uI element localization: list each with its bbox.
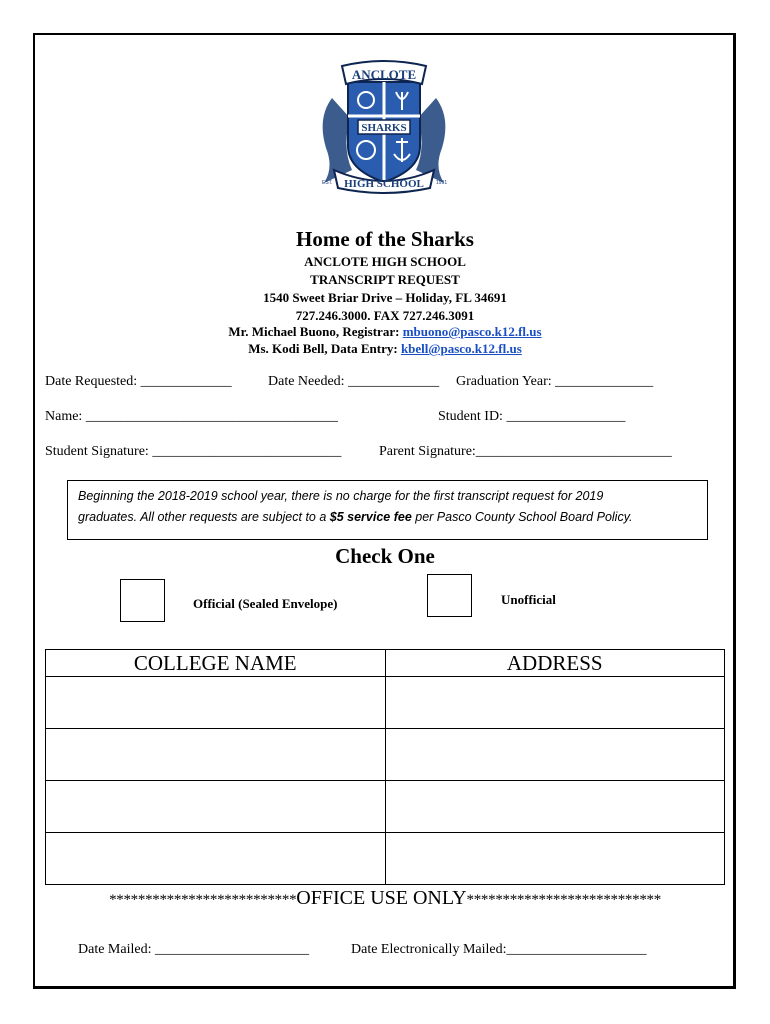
office-use-only-label: OFFICE USE ONLY bbox=[296, 887, 467, 909]
college-name-cell[interactable] bbox=[46, 833, 386, 885]
college-name-header: COLLEGE NAME bbox=[46, 650, 386, 677]
page-title: Home of the Sharks bbox=[296, 227, 474, 251]
table-row bbox=[46, 833, 725, 885]
school-crest-logo bbox=[312, 58, 456, 196]
college-address-table bbox=[45, 649, 725, 885]
svg-text:HIGH SCHOOL: HIGH SCHOOL bbox=[344, 178, 424, 190]
svg-text:EST.: EST. bbox=[322, 180, 333, 186]
registrar-line bbox=[34, 324, 736, 340]
date-requested-field[interactable]: Date Requested: _____________ bbox=[45, 374, 232, 389]
date-mailed-field[interactable]: Date Mailed: ______________________ bbox=[78, 942, 309, 957]
official-checkbox[interactable] bbox=[120, 579, 165, 622]
table-row bbox=[46, 729, 725, 781]
fee-notice-box bbox=[67, 480, 708, 540]
service-fee-text: $5 service fee bbox=[329, 510, 412, 524]
address-cell[interactable] bbox=[385, 677, 725, 729]
data-entry-line bbox=[34, 341, 736, 357]
table-row bbox=[46, 677, 725, 729]
school-phone-fax: 727.246.3000. FAX 727.246.3091 bbox=[295, 308, 475, 323]
college-name-cell[interactable] bbox=[46, 781, 386, 833]
svg-text:ANCLOTE: ANCLOTE bbox=[351, 67, 417, 82]
office-use-only-divider bbox=[34, 887, 736, 910]
date-electronically-mailed-field[interactable]: Date Electronically Mailed:____________________ bbox=[351, 942, 647, 957]
college-name-cell[interactable] bbox=[46, 729, 386, 781]
student-signature-field[interactable]: Student Signature: ___________________________ bbox=[45, 444, 342, 459]
unofficial-checkbox[interactable] bbox=[427, 574, 472, 617]
table-row bbox=[46, 781, 725, 833]
college-name-cell[interactable] bbox=[46, 677, 386, 729]
svg-text:SHARKS: SHARKS bbox=[361, 122, 407, 134]
parent-signature-field[interactable]: Parent Signature:____________________________ bbox=[379, 444, 672, 459]
svg-text:1991: 1991 bbox=[436, 180, 448, 186]
stars-left: ************************** bbox=[109, 892, 297, 908]
check-one-heading: Check One bbox=[335, 544, 435, 568]
graduation-year-field[interactable]: Graduation Year: ______________ bbox=[456, 374, 654, 389]
data-entry-label: Ms. Kodi Bell, Data Entry: bbox=[248, 341, 398, 356]
address-cell[interactable] bbox=[385, 729, 725, 781]
student-id-field[interactable]: Student ID: _________________ bbox=[438, 409, 626, 424]
unofficial-label: Unofficial bbox=[501, 592, 556, 607]
date-needed-field[interactable]: Date Needed: _____________ bbox=[268, 374, 440, 389]
notice-line-2: graduates. All other requests are subject to a $5 service fee per Pasco County School Board Policy. bbox=[78, 510, 633, 524]
notice-line-1: Beginning the 2018-2019 school year, there is no charge for the first transcript request for 2019 bbox=[78, 489, 604, 503]
stars-right: *************************** bbox=[466, 892, 661, 908]
registrar-email-link[interactable]: mbuono@pasco.k12.fl.us bbox=[402, 324, 542, 339]
address-cell[interactable] bbox=[385, 833, 725, 885]
data-entry-email-link[interactable]: kbell@pasco.k12.fl.us bbox=[400, 341, 522, 356]
form-name: TRANSCRIPT REQUEST bbox=[310, 272, 460, 287]
registrar-label: Mr. Michael Buono, Registrar: bbox=[228, 324, 400, 339]
address-cell[interactable] bbox=[385, 781, 725, 833]
school-name: ANCLOTE HIGH SCHOOL bbox=[304, 254, 466, 269]
address-header: ADDRESS bbox=[385, 650, 725, 677]
name-field[interactable]: Name: ____________________________________ bbox=[45, 409, 338, 424]
school-address: 1540 Sweet Briar Drive – Holiday, FL 34691 bbox=[263, 290, 507, 305]
official-label: Official (Sealed Envelope) bbox=[193, 596, 338, 611]
